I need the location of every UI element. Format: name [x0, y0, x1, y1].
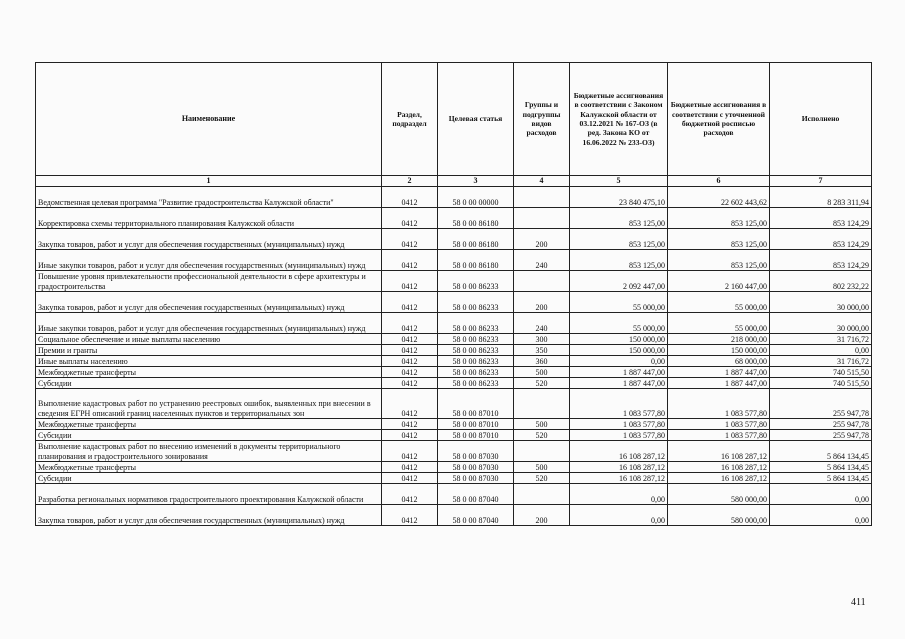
row-law-allocation: 853 125,00 — [570, 229, 668, 250]
row-section: 0412 — [382, 505, 438, 526]
row-group: 500 — [514, 462, 570, 473]
table-row — [36, 345, 872, 356]
row-name: Закупка товаров, работ и услуг для обеспечения государственных (муниципальных) нужд — [36, 292, 382, 313]
row-law-allocation: 1 887 447,00 — [570, 367, 668, 378]
row-law-allocation: 150 000,00 — [570, 345, 668, 356]
row-section: 0412 — [382, 430, 438, 441]
table-row — [36, 292, 872, 313]
row-law-allocation: 853 125,00 — [570, 250, 668, 271]
row-refined-allocation: 22 602 443,62 — [668, 187, 770, 208]
header-name: Наименование — [36, 63, 382, 176]
row-law-allocation: 16 108 287,12 — [570, 462, 668, 473]
row-article: 58 0 00 86180 — [438, 208, 514, 229]
row-article: 58 0 00 86180 — [438, 229, 514, 250]
row-group: 240 — [514, 250, 570, 271]
row-executed: 255 947,78 — [770, 419, 872, 430]
column-number: 7 — [770, 176, 872, 187]
row-article: 58 0 00 86233 — [438, 313, 514, 334]
row-group — [514, 389, 570, 419]
row-article: 58 0 00 87030 — [438, 462, 514, 473]
column-number: 1 — [36, 176, 382, 187]
header-section: Раздел, подраздел — [382, 63, 438, 176]
row-law-allocation: 55 000,00 — [570, 313, 668, 334]
row-law-allocation: 150 000,00 — [570, 334, 668, 345]
row-section: 0412 — [382, 484, 438, 505]
row-name: Корректировка схемы территориального планирования Калужской области — [36, 208, 382, 229]
row-name: Иные закупки товаров, работ и услуг для обеспечения государственных (муниципальных) нужд — [36, 250, 382, 271]
row-article: 58 0 00 86233 — [438, 334, 514, 345]
header-law-allocation: Бюджетные ассигнования в соответствии с Законом Калужской области от 03.12.2021 № 167-ОЗ (в ред. Закона КО от 16.06.2022 № 233-ОЗ) — [570, 63, 668, 176]
row-article: 58 0 00 86233 — [438, 345, 514, 356]
row-section: 0412 — [382, 378, 438, 389]
row-name: Повышение уровня привлекательности профессиональной деятельности в сфере архитектуры и градостроительства — [36, 271, 382, 292]
row-group: 500 — [514, 419, 570, 430]
row-group: 240 — [514, 313, 570, 334]
row-refined-allocation: 218 000,00 — [668, 334, 770, 345]
column-number: 6 — [668, 176, 770, 187]
row-section: 0412 — [382, 313, 438, 334]
table-row — [36, 356, 872, 367]
row-section: 0412 — [382, 367, 438, 378]
row-section: 0412 — [382, 345, 438, 356]
row-name: Выполнение кадастровых работ по устранению реестровых ошибок, выявленных при внесении в сведения ЕГРН описаний границ населенных пунктов и территориальных зон — [36, 389, 382, 419]
row-group — [514, 208, 570, 229]
budget-table — [35, 62, 872, 526]
row-refined-allocation: 1 083 577,80 — [668, 389, 770, 419]
row-article: 58 0 00 86233 — [438, 356, 514, 367]
row-name: Закупка товаров, работ и услуг для обеспечения государственных (муниципальных) нужд — [36, 229, 382, 250]
row-law-allocation: 0,00 — [570, 484, 668, 505]
row-article: 58 0 00 87030 — [438, 441, 514, 462]
row-executed: 0,00 — [770, 484, 872, 505]
row-group: 300 — [514, 334, 570, 345]
row-law-allocation: 1 083 577,80 — [570, 419, 668, 430]
row-article: 58 0 00 87040 — [438, 505, 514, 526]
table-row — [36, 208, 872, 229]
row-group: 520 — [514, 430, 570, 441]
row-law-allocation: 2 092 447,00 — [570, 271, 668, 292]
table-row — [36, 250, 872, 271]
row-section: 0412 — [382, 250, 438, 271]
row-refined-allocation: 853 125,00 — [668, 250, 770, 271]
row-law-allocation: 23 840 475,10 — [570, 187, 668, 208]
row-executed: 31 716,72 — [770, 356, 872, 367]
row-group: 500 — [514, 367, 570, 378]
row-law-allocation: 1 083 577,80 — [570, 389, 668, 419]
header-group: Группы и подгруппы видов расходов — [514, 63, 570, 176]
row-executed: 0,00 — [770, 505, 872, 526]
row-executed: 255 947,78 — [770, 430, 872, 441]
row-name: Ведомственная целевая программа "Развитие градостроительства Калужской области" — [36, 187, 382, 208]
row-section: 0412 — [382, 208, 438, 229]
column-number-row — [36, 176, 872, 187]
row-section: 0412 — [382, 187, 438, 208]
table-row — [36, 229, 872, 250]
row-section: 0412 — [382, 292, 438, 313]
row-group — [514, 441, 570, 462]
row-article: 58 0 00 87010 — [438, 419, 514, 430]
row-name: Иные выплаты населению — [36, 356, 382, 367]
table-row — [36, 367, 872, 378]
row-name: Закупка товаров, работ и услуг для обеспечения государственных (муниципальных) нужд — [36, 505, 382, 526]
row-executed: 853 124,29 — [770, 208, 872, 229]
row-group — [514, 187, 570, 208]
row-refined-allocation: 68 000,00 — [668, 356, 770, 367]
row-group: 520 — [514, 378, 570, 389]
row-executed: 802 232,22 — [770, 271, 872, 292]
row-executed: 5 864 134,45 — [770, 441, 872, 462]
row-name: Межбюджетные трансферты — [36, 462, 382, 473]
row-section: 0412 — [382, 271, 438, 292]
row-article: 58 0 00 86233 — [438, 378, 514, 389]
table-row — [36, 430, 872, 441]
row-group: 200 — [514, 505, 570, 526]
row-name: Премии и гранты — [36, 345, 382, 356]
row-refined-allocation: 1 083 577,80 — [668, 430, 770, 441]
row-section: 0412 — [382, 473, 438, 484]
row-executed: 853 124,29 — [770, 250, 872, 271]
row-name: Иные закупки товаров, работ и услуг для обеспечения государственных (муниципальных) нужд — [36, 313, 382, 334]
table-row — [36, 419, 872, 430]
row-section: 0412 — [382, 441, 438, 462]
row-article: 58 0 00 86180 — [438, 250, 514, 271]
row-refined-allocation: 16 108 287,12 — [668, 473, 770, 484]
row-law-allocation: 1 083 577,80 — [570, 430, 668, 441]
row-executed: 255 947,78 — [770, 389, 872, 419]
table-row — [36, 484, 872, 505]
row-article: 58 0 00 87040 — [438, 484, 514, 505]
row-refined-allocation: 55 000,00 — [668, 313, 770, 334]
header-executed: Исполнено — [770, 63, 872, 176]
row-article: 58 0 00 87010 — [438, 389, 514, 419]
row-name: Межбюджетные трансферты — [36, 367, 382, 378]
row-executed: 8 283 311,94 — [770, 187, 872, 208]
row-article: 58 0 00 87010 — [438, 430, 514, 441]
page-number: 411 — [851, 597, 866, 608]
row-executed: 30 000,00 — [770, 292, 872, 313]
row-name: Субсидии — [36, 430, 382, 441]
header-refined-allocation: Бюджетные ассигнования в соответствии с уточненной бюджетной росписью расходов — [668, 63, 770, 176]
row-refined-allocation: 1 083 577,80 — [668, 419, 770, 430]
row-executed: 31 716,72 — [770, 334, 872, 345]
row-article: 58 0 00 86233 — [438, 271, 514, 292]
row-group: 360 — [514, 356, 570, 367]
table-row — [36, 271, 872, 292]
row-refined-allocation: 1 887 447,00 — [668, 367, 770, 378]
row-group: 200 — [514, 229, 570, 250]
column-number: 5 — [570, 176, 668, 187]
row-executed: 30 000,00 — [770, 313, 872, 334]
table-row — [36, 441, 872, 462]
row-name: Субсидии — [36, 473, 382, 484]
row-article: 58 0 00 86233 — [438, 292, 514, 313]
row-refined-allocation: 150 000,00 — [668, 345, 770, 356]
row-section: 0412 — [382, 389, 438, 419]
row-refined-allocation: 853 125,00 — [668, 229, 770, 250]
row-law-allocation: 16 108 287,12 — [570, 441, 668, 462]
row-law-allocation: 0,00 — [570, 356, 668, 367]
row-section: 0412 — [382, 462, 438, 473]
row-law-allocation: 1 887 447,00 — [570, 378, 668, 389]
row-executed: 0,00 — [770, 345, 872, 356]
table-row — [36, 187, 872, 208]
row-group: 350 — [514, 345, 570, 356]
row-refined-allocation: 16 108 287,12 — [668, 462, 770, 473]
row-name: Межбюджетные трансферты — [36, 419, 382, 430]
row-article: 58 0 00 86233 — [438, 367, 514, 378]
row-group — [514, 271, 570, 292]
row-law-allocation: 16 108 287,12 — [570, 473, 668, 484]
row-section: 0412 — [382, 229, 438, 250]
header-article: Целевая статья — [438, 63, 514, 176]
table-row — [36, 378, 872, 389]
row-law-allocation: 0,00 — [570, 505, 668, 526]
row-executed: 853 124,29 — [770, 229, 872, 250]
column-number: 3 — [438, 176, 514, 187]
row-law-allocation: 853 125,00 — [570, 208, 668, 229]
table-row — [36, 462, 872, 473]
table-row — [36, 334, 872, 345]
row-refined-allocation: 16 108 287,12 — [668, 441, 770, 462]
row-refined-allocation: 1 887 447,00 — [668, 378, 770, 389]
header-row — [36, 63, 872, 176]
table-row — [36, 473, 872, 484]
table-row — [36, 505, 872, 526]
column-number: 4 — [514, 176, 570, 187]
row-executed: 740 515,50 — [770, 378, 872, 389]
row-section: 0412 — [382, 334, 438, 345]
column-number: 2 — [382, 176, 438, 187]
row-group: 520 — [514, 473, 570, 484]
row-refined-allocation: 853 125,00 — [668, 208, 770, 229]
table-row — [36, 389, 872, 419]
row-group: 200 — [514, 292, 570, 313]
row-executed: 740 515,50 — [770, 367, 872, 378]
row-executed: 5 864 134,45 — [770, 462, 872, 473]
row-article: 58 0 00 00000 — [438, 187, 514, 208]
row-section: 0412 — [382, 356, 438, 367]
row-refined-allocation: 55 000,00 — [668, 292, 770, 313]
row-refined-allocation: 2 160 447,00 — [668, 271, 770, 292]
row-name: Социальное обеспечение и иные выплаты населению — [36, 334, 382, 345]
row-executed: 5 864 134,45 — [770, 473, 872, 484]
row-name: Субсидии — [36, 378, 382, 389]
row-name: Разработка региональных нормативов градостроительного проектирования Калужской области — [36, 484, 382, 505]
row-law-allocation: 55 000,00 — [570, 292, 668, 313]
row-article: 58 0 00 87030 — [438, 473, 514, 484]
row-section: 0412 — [382, 419, 438, 430]
row-group — [514, 484, 570, 505]
row-refined-allocation: 580 000,00 — [668, 505, 770, 526]
row-name: Выполнение кадастровых работ по внесению изменений в документы территориального планирования и градостроительного зонирования — [36, 441, 382, 462]
table-row — [36, 313, 872, 334]
row-refined-allocation: 580 000,00 — [668, 484, 770, 505]
